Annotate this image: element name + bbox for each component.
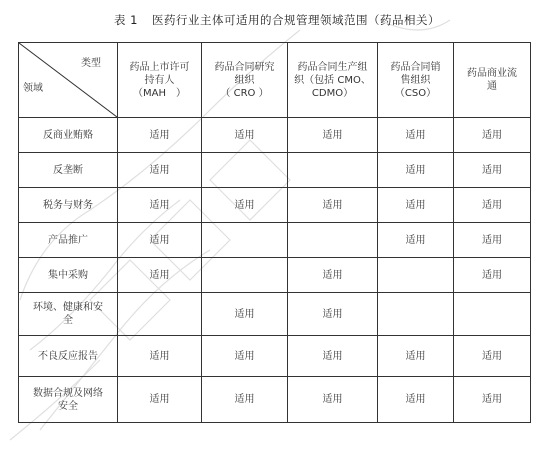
table-cell: 适用: [378, 336, 454, 377]
row-field-label: 产品推广: [19, 223, 118, 258]
table-cell: [202, 153, 288, 188]
column-header-mah: 药品上市许可 持有人 （MAH ）: [118, 43, 202, 118]
table-cell: 适用: [202, 188, 288, 223]
table-cell: [454, 293, 531, 336]
table-cell: 适用: [454, 377, 531, 423]
compliance-table: [18, 42, 531, 423]
table-cell: 适用: [288, 293, 378, 336]
table-caption: [0, 12, 554, 28]
table-row: [19, 188, 531, 223]
table-row: [19, 223, 531, 258]
table-row: [19, 377, 531, 423]
table-row: [19, 258, 531, 293]
column-header-cso: 药品合同销 售组织 （CSO）: [378, 43, 454, 118]
table-cell: 适用: [202, 336, 288, 377]
table-cell: 适用: [288, 336, 378, 377]
table-cell: [378, 293, 454, 336]
table-cell: [378, 258, 454, 293]
table-cell: [202, 223, 288, 258]
column-header-cro: 药品合同研究 组织 （ CRO ）: [202, 43, 288, 118]
row-field-label: 不良反应报告: [19, 336, 118, 377]
table-cell: [288, 153, 378, 188]
table-title: 医药行业主体可适用的合规管理领域范围（药品相关）: [151, 13, 440, 27]
header-row: [19, 43, 531, 118]
table-cell: 适用: [118, 223, 202, 258]
table-cell: [288, 223, 378, 258]
table-cell: 适用: [288, 258, 378, 293]
table-cell: 适用: [202, 293, 288, 336]
row-field-label: 反商业贿赂: [19, 118, 118, 153]
table-cell: 适用: [118, 336, 202, 377]
row-field-label: 环境、健康和安 全: [19, 293, 118, 336]
table-cell: 适用: [454, 336, 531, 377]
table-cell: 适用: [454, 188, 531, 223]
row-field-label: 集中采购: [19, 258, 118, 293]
table-cell: 适用: [118, 188, 202, 223]
table-cell: 适用: [454, 153, 531, 188]
table-number: 表 1: [114, 13, 138, 27]
corner-header-cell: [19, 43, 118, 118]
corner-field-label: 领域: [23, 83, 43, 94]
table-row: [19, 293, 531, 336]
table-cell: 适用: [288, 118, 378, 153]
table-cell: 适用: [454, 258, 531, 293]
table-cell: 适用: [378, 153, 454, 188]
row-field-label: 税务与财务: [19, 188, 118, 223]
table-cell: 适用: [202, 118, 288, 153]
row-field-label: 反垄断: [19, 153, 118, 188]
table-cell: 适用: [454, 223, 531, 258]
table-cell: 适用: [454, 118, 531, 153]
table-cell: 适用: [378, 118, 454, 153]
column-header-distribution: 药品商业流 通: [454, 43, 531, 118]
table-cell: 适用: [118, 377, 202, 423]
corner-type-label: 类型: [81, 58, 101, 69]
table-row: [19, 118, 531, 153]
table-cell: 适用: [378, 188, 454, 223]
table-cell: 适用: [288, 377, 378, 423]
column-header-cmo: 药品合同生产组 织（包括 CMO、 CDMO）: [288, 43, 378, 118]
table-cell: 适用: [118, 118, 202, 153]
row-field-label: 数据合规及网络 安全: [19, 377, 118, 423]
table-cell: [118, 293, 202, 336]
table-cell: 适用: [288, 188, 378, 223]
table-cell: 适用: [202, 377, 288, 423]
diagonal-divider: [19, 43, 117, 117]
table-cell: 适用: [378, 223, 454, 258]
table-row: [19, 336, 531, 377]
table-cell: 适用: [118, 258, 202, 293]
table-cell: [202, 258, 288, 293]
table-cell: 适用: [118, 153, 202, 188]
table-row: [19, 153, 531, 188]
table-cell: 适用: [378, 377, 454, 423]
